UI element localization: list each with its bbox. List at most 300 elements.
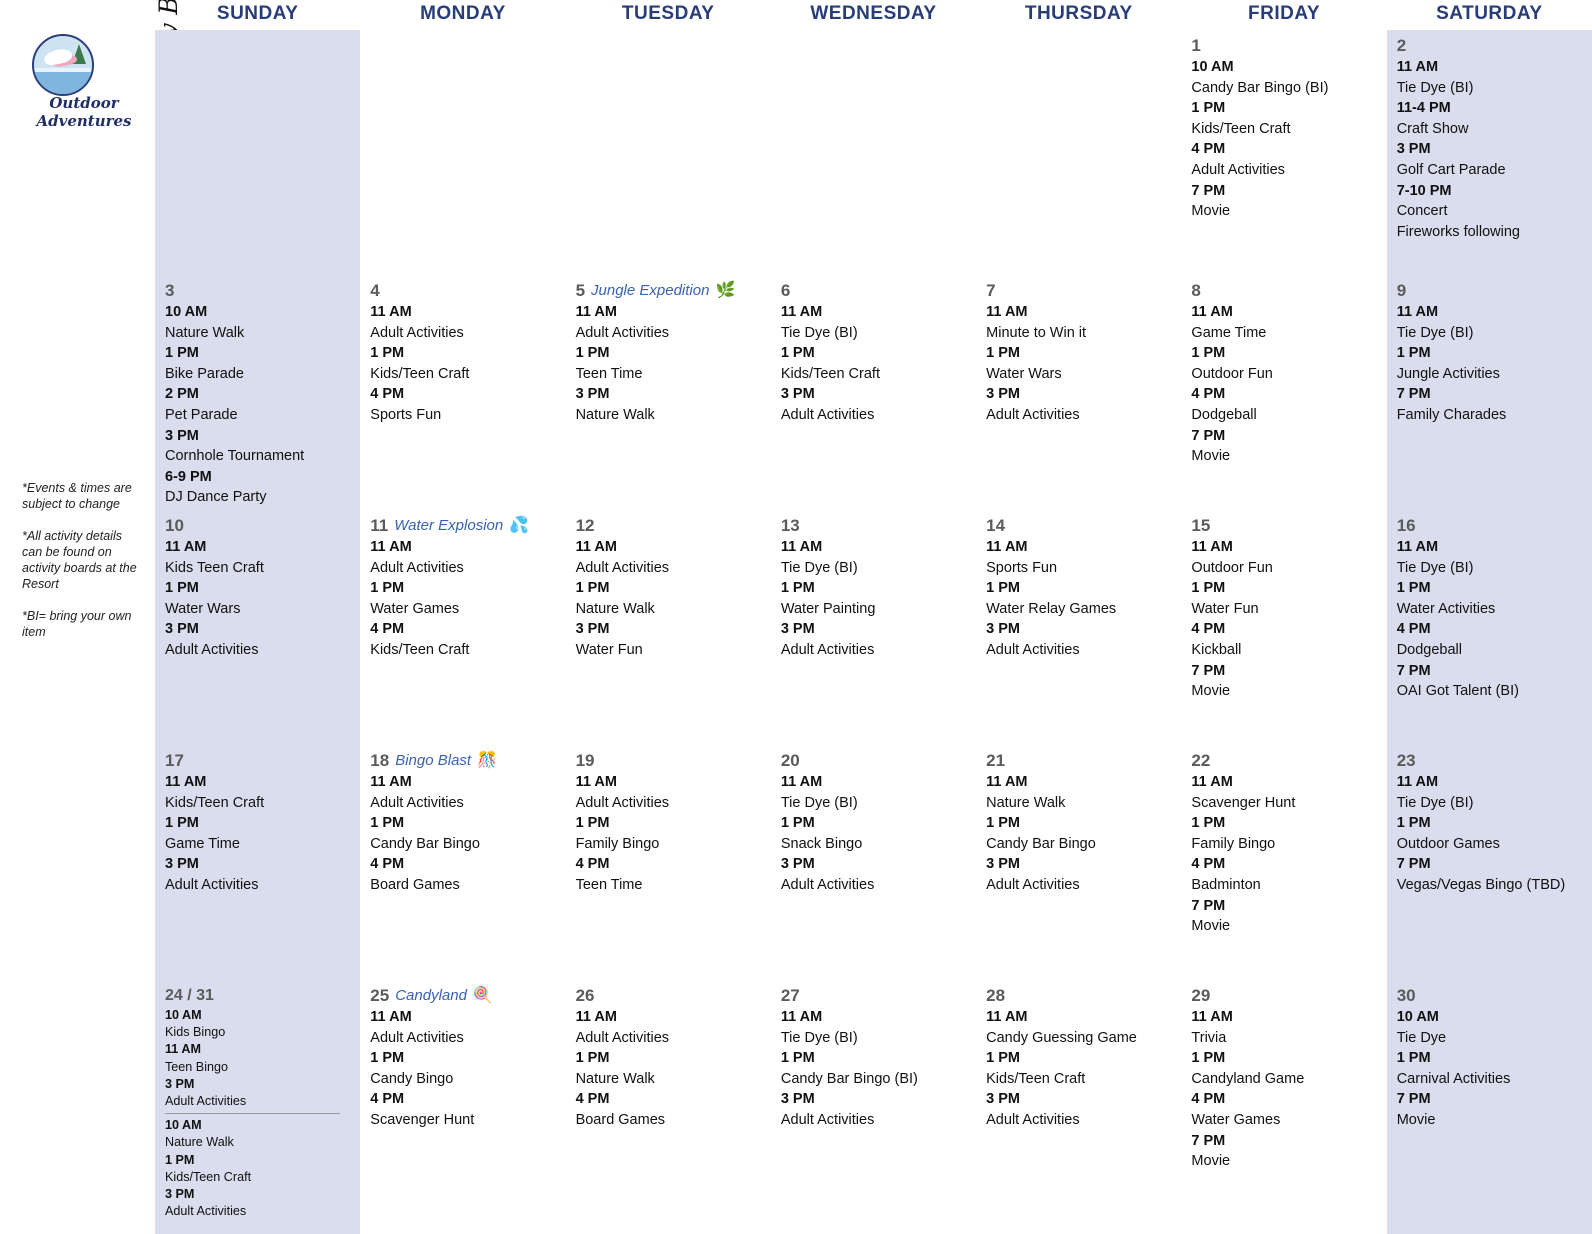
event-name: Water Activities: [1396, 600, 1496, 617]
day-number-text: 16: [1396, 516, 1416, 535]
event-time: 1 PM: [370, 580, 405, 597]
event-name: Adult Activities: [370, 1029, 464, 1046]
event-time: 10 AM: [1191, 59, 1234, 75]
event-name: Tie Dye (BI): [780, 794, 858, 811]
weekday-friday: FRIDAY: [1248, 3, 1321, 24]
event-time: 7 PM: [1396, 856, 1431, 873]
day-cell: [566, 980, 771, 1234]
event-time: 11 AM: [780, 1009, 823, 1025]
event-name: Adult Activities: [370, 794, 464, 811]
day-number: [1191, 36, 1376, 56]
day-number-text: 21: [986, 751, 1006, 770]
event-name: Movie: [1191, 683, 1231, 700]
event-name: Tie Dye (BI): [1396, 794, 1474, 811]
event-time: 1 PM: [780, 580, 815, 597]
event-time: 11 AM: [986, 1009, 1028, 1025]
event-time: 10 AM: [1396, 1009, 1439, 1025]
event-name: Nature Walk: [165, 324, 245, 341]
day-number: [986, 751, 1171, 771]
event-time: 4 PM: [370, 1091, 405, 1108]
event-name: Jungle Activities: [1396, 365, 1500, 382]
note-3: *BI= bring your own item: [22, 609, 132, 639]
event-time: 11 AM: [780, 304, 823, 320]
event-time: 1 PM: [575, 580, 610, 597]
event-time: 3 PM: [165, 1187, 195, 1202]
day-number-text: 8: [1191, 281, 1201, 300]
event-time: 7 PM: [1191, 427, 1226, 444]
event-time: 6-9 PM: [165, 468, 212, 485]
day-cell: [1387, 275, 1592, 510]
weekday-tuesday: TUESDAY: [621, 3, 715, 24]
event-name: Teen Bingo: [165, 1059, 229, 1074]
event-name: Adult Activities: [165, 1094, 247, 1109]
event-name: Candy Bar Bingo (BI): [1191, 79, 1329, 96]
event-name: DJ Dance Party: [165, 489, 267, 506]
event-name: Kids/Teen Craft: [165, 794, 265, 811]
event-name: Candy Bar Bingo: [370, 835, 480, 852]
day-number-text: 7: [986, 281, 996, 300]
event-name: Tie Dye (BI): [780, 559, 858, 576]
day-number-text: 15: [1191, 516, 1211, 535]
event-name: Movie: [1191, 1153, 1231, 1170]
event-time: 11 AM: [370, 304, 412, 320]
event-time: 1 PM: [780, 345, 815, 362]
event-time: 3 PM: [780, 621, 815, 638]
event-time: 11 AM: [370, 774, 412, 790]
day-cell: [771, 980, 976, 1234]
event-name: Concert: [1396, 203, 1448, 220]
day-number-text: 22: [1191, 751, 1211, 770]
event-time: 2 PM: [165, 386, 199, 403]
event-time: 1 PM: [986, 580, 1020, 597]
event-time: 3 PM: [780, 386, 815, 403]
event-name: Teen Time: [575, 365, 643, 382]
event-name: Tie Dye (BI): [1396, 79, 1474, 96]
event-name: Adult Activities: [780, 876, 875, 893]
event-time: 3 PM: [575, 621, 610, 638]
day-number: [1191, 281, 1376, 301]
day-cell: [1181, 30, 1386, 275]
event-time: 11 AM: [1396, 539, 1439, 555]
day-cell-empty: [771, 30, 976, 275]
event-name: Adult Activities: [165, 1204, 247, 1219]
day-number-text: 20: [780, 751, 800, 770]
day-cell: [155, 980, 360, 1234]
event-name: Water Relay Games: [986, 600, 1117, 617]
event-time: 1 PM: [575, 1050, 610, 1067]
day-theme-icon: 💦: [509, 517, 530, 534]
event-time: 4 PM: [1191, 386, 1226, 403]
event-time: 3 PM: [780, 856, 815, 873]
event-time: 10 AM: [165, 304, 208, 320]
day-cell: [566, 275, 771, 510]
event-time: 11 AM: [780, 774, 823, 790]
day-number: [1397, 281, 1582, 301]
event-time: 1 PM: [780, 1050, 815, 1067]
event-time: 3 PM: [986, 1091, 1020, 1108]
event-name: Movie: [1396, 1111, 1436, 1128]
day-cell-empty: [566, 30, 771, 275]
event-time: 1 PM: [1396, 815, 1431, 832]
event-name: Water Wars: [986, 365, 1062, 382]
event-name: Nature Walk: [575, 600, 655, 617]
event-time: 1 PM: [1191, 815, 1226, 832]
event-name: Candyland Game: [1191, 1070, 1305, 1087]
event-time: 1 PM: [165, 1152, 195, 1167]
day-number-text: 24 / 31: [165, 987, 214, 1004]
weekday-saturday: SATURDAY: [1436, 3, 1543, 24]
day-cell: [976, 980, 1181, 1234]
event-name: Water Games: [370, 600, 460, 617]
event-time: 7 PM: [1191, 1132, 1226, 1149]
day-cell: [1181, 745, 1386, 980]
day-number: [576, 751, 761, 771]
day-split-divider: [165, 1113, 340, 1114]
event-time: 11 AM: [986, 774, 1028, 790]
event-name: Craft Show: [1396, 120, 1469, 137]
event-time: 7 PM: [1396, 386, 1431, 403]
event-name: Adult Activities: [1191, 161, 1285, 178]
event-time: 3 PM: [575, 386, 610, 403]
event-name: Kids/Teen Craft: [165, 1169, 252, 1184]
day-number: [165, 516, 350, 536]
day-number-text: 17: [165, 751, 184, 770]
day-number-text: 12: [575, 516, 595, 535]
event-name: Adult Activities: [575, 794, 670, 811]
event-time: 1 PM: [986, 1050, 1020, 1067]
event-time: 11 AM: [780, 539, 823, 555]
day-theme-label: Candyland: [395, 987, 467, 1004]
event-time: 11 AM: [1191, 774, 1233, 790]
event-name: Carnival Activities: [1396, 1070, 1511, 1087]
event-name: Kids/Teen Craft: [370, 365, 470, 382]
day-number: [1191, 516, 1376, 536]
event-name: Badminton: [1191, 876, 1261, 893]
day-number: [370, 516, 555, 536]
event-name: Family Bingo: [575, 835, 660, 852]
event-name: Outdoor Fun: [1191, 365, 1273, 382]
event-time: 7 PM: [1191, 897, 1226, 914]
day-cell-empty: [155, 30, 360, 275]
event-name: OAI Got Talent (BI): [1396, 683, 1519, 700]
day-cell: [771, 745, 976, 980]
event-name: Adult Activities: [370, 559, 464, 576]
event-name: Water Wars: [165, 600, 241, 617]
event-name: Candy Bingo: [370, 1070, 454, 1087]
event-time: 1 PM: [1191, 100, 1226, 117]
event-time: 4 PM: [1191, 1091, 1226, 1108]
day-number-text: 11: [370, 516, 389, 535]
day-number: [165, 751, 350, 771]
day-cell: [155, 275, 360, 510]
event-name: Dodgeball: [1396, 641, 1463, 658]
event-time: 3 PM: [780, 1091, 815, 1108]
event-time: 1 PM: [986, 815, 1020, 832]
day-number-text: 23: [1396, 751, 1416, 770]
event-time: 11 AM: [165, 1042, 201, 1057]
event-name: Fireworks following: [1396, 223, 1520, 240]
event-name: Kids/Teen Craft: [1191, 120, 1291, 137]
day-number: [986, 281, 1171, 301]
event-time: 4 PM: [1396, 621, 1431, 638]
day-theme-icon: 🍭: [472, 987, 493, 1004]
event-name: Adult Activities: [986, 406, 1080, 423]
day-number-text: 4: [370, 281, 380, 300]
day-number: [781, 516, 966, 536]
event-time: 1 PM: [1396, 1050, 1431, 1067]
event-name: Candy Bar Bingo (BI): [780, 1070, 918, 1087]
day-number-text: 30: [1396, 986, 1416, 1005]
day-cell: [360, 275, 565, 510]
event-name: Scavenger Hunt: [1191, 794, 1296, 811]
event-name: Candy Bar Bingo: [986, 835, 1096, 852]
day-number: [165, 986, 350, 1006]
logo-tree-icon: [72, 44, 86, 64]
event-time: 11 AM: [1191, 539, 1233, 555]
day-number: [576, 516, 761, 536]
event-name: Adult Activities: [575, 1029, 670, 1046]
event-name: Adult Activities: [780, 406, 875, 423]
weekday-header-row: [0, 0, 1592, 30]
event-name: Outdoor Games: [1396, 835, 1500, 852]
day-number: [1191, 751, 1376, 771]
event-name: Tie Dye (BI): [1396, 324, 1474, 341]
day-number: [1397, 751, 1582, 771]
event-name: Adult Activities: [165, 641, 259, 658]
event-time: 4 PM: [575, 1091, 610, 1108]
event-name: Water Painting: [780, 600, 876, 617]
event-time: 11 AM: [986, 539, 1028, 555]
event-time: 11 AM: [165, 774, 207, 790]
day-cell: [771, 510, 976, 745]
day-cell: [1181, 980, 1386, 1234]
event-name: Tie Dye (BI): [1396, 559, 1474, 576]
event-time: 3 PM: [165, 427, 199, 444]
event-time: 1 PM: [370, 815, 405, 832]
event-name: Adult Activities: [986, 1111, 1080, 1128]
event-time: 11 AM: [1191, 1009, 1233, 1025]
event-time: 1 PM: [370, 345, 405, 362]
event-time: 3 PM: [165, 621, 199, 638]
event-name: Bike Parade: [165, 365, 244, 382]
event-time: 11-4 PM: [1396, 100, 1451, 117]
event-time: 11 AM: [1396, 304, 1439, 320]
sidebar-notes: [22, 480, 142, 656]
vertical-title-block: [0, 125, 155, 465]
day-number-text: 6: [780, 281, 791, 300]
event-time: 7-10 PM: [1396, 182, 1452, 199]
day-number: [781, 751, 966, 771]
event-name: Candy Guessing Game: [986, 1029, 1137, 1046]
day-number: [576, 986, 761, 1006]
day-cell-empty: [976, 30, 1181, 275]
event-time: 11 AM: [370, 1009, 412, 1025]
day-cell: [976, 275, 1181, 510]
day-number: [986, 986, 1171, 1006]
day-number: [370, 986, 555, 1006]
event-name: Golf Cart Parade: [1396, 161, 1506, 178]
event-name: Tie Dye (BI): [780, 324, 858, 341]
event-time: 1 PM: [165, 815, 199, 832]
day-number-text: 19: [575, 751, 595, 770]
calendar-grid: [155, 30, 1592, 1234]
day-theme-icon: 🎊: [477, 752, 498, 769]
event-name: Kickball: [1191, 641, 1242, 658]
event-name: Teen Time: [575, 876, 643, 893]
event-time: 4 PM: [370, 856, 405, 873]
event-name: Family Bingo: [1191, 835, 1276, 852]
event-name: Nature Walk: [165, 1135, 234, 1150]
event-time: 1 PM: [165, 345, 199, 362]
day-number: [370, 281, 555, 301]
day-number-text: 14: [986, 516, 1006, 535]
day-number-text: 28: [986, 986, 1006, 1005]
event-time: 7 PM: [1396, 1091, 1431, 1108]
day-number: [1191, 986, 1376, 1006]
day-cell: [1387, 980, 1592, 1234]
event-name: Outdoor Fun: [1191, 559, 1273, 576]
event-name: Movie: [1191, 918, 1231, 935]
event-time: 3 PM: [165, 856, 199, 873]
note-2: *All activity details can be found on activity boards at the Resort: [22, 529, 137, 591]
day-number: [576, 281, 761, 301]
event-name: Nature Walk: [986, 794, 1066, 811]
weekday-sunday: SUNDAY: [216, 3, 299, 24]
event-name: Movie: [1191, 203, 1231, 220]
event-name: Pet Parade: [165, 406, 238, 423]
event-name: Adult Activities: [575, 324, 670, 341]
logo-emblem-icon: [32, 34, 94, 96]
event-name: Movie: [1191, 448, 1231, 465]
day-cell: [1387, 745, 1592, 980]
day-number: [986, 516, 1171, 536]
event-time: 4 PM: [1191, 141, 1226, 158]
event-name: Sports Fun: [986, 559, 1058, 576]
day-number: [781, 281, 966, 301]
event-name: Adult Activities: [780, 1111, 875, 1128]
event-time: 4 PM: [370, 386, 405, 403]
event-time: 1 PM: [575, 815, 610, 832]
event-time: 11 AM: [575, 539, 617, 555]
day-number-text: 5: [575, 281, 586, 300]
event-time: 1 PM: [165, 580, 199, 597]
day-number: [1397, 986, 1582, 1006]
event-name: Trivia: [1191, 1029, 1227, 1046]
event-time: 3 PM: [986, 621, 1020, 638]
note-1: *Events & times are subject to change: [22, 481, 132, 511]
day-number-text: 29: [1191, 986, 1211, 1005]
day-number-text: 10: [165, 516, 184, 535]
event-name: Water Games: [1191, 1111, 1281, 1128]
event-time: 10 AM: [165, 1008, 202, 1022]
event-time: 11 AM: [1191, 304, 1233, 320]
sidebar: [0, 30, 155, 1234]
weekday-thursday: THURSDAY: [1024, 3, 1133, 24]
event-name: Nature Walk: [575, 406, 655, 423]
event-name: Board Games: [370, 876, 460, 893]
day-theme-label: Jungle Expedition: [591, 282, 710, 299]
event-time: 1 PM: [370, 1050, 405, 1067]
day-number-text: 13: [780, 516, 800, 535]
event-name: Family Charades: [1396, 406, 1507, 423]
event-name: Adult Activities: [370, 324, 464, 341]
event-time: 1 PM: [1191, 345, 1226, 362]
event-name: Tie Dye: [1396, 1029, 1447, 1046]
day-cell: [566, 510, 771, 745]
day-cell: [976, 745, 1181, 980]
event-name: Adult Activities: [986, 641, 1080, 658]
day-number-text: 3: [165, 281, 175, 300]
event-time: 10 AM: [165, 1118, 202, 1133]
day-cell: [1181, 510, 1386, 745]
event-time: 4 PM: [370, 621, 405, 638]
event-time: 1 PM: [986, 345, 1020, 362]
event-name: Nature Walk: [575, 1070, 655, 1087]
day-number-text: 2: [1396, 36, 1407, 55]
event-name: Kids/Teen Craft: [370, 641, 470, 658]
event-name: Dodgeball: [1191, 406, 1257, 423]
day-number: [781, 986, 966, 1006]
event-name: Kids Bingo: [165, 1025, 226, 1040]
logo-bird-icon: [43, 47, 73, 67]
event-time: 1 PM: [575, 345, 610, 362]
day-number-text: 18: [370, 751, 390, 770]
day-cell: [360, 745, 565, 980]
event-name: Minute to Win it: [986, 324, 1087, 341]
event-name: Adult Activities: [986, 876, 1080, 893]
day-theme-icon: 🌿: [715, 282, 736, 299]
event-name: Kids/Teen Craft: [986, 1070, 1086, 1087]
event-time: 11 AM: [575, 304, 617, 320]
day-number-text: 25: [370, 986, 390, 1005]
event-time: 1 PM: [1396, 345, 1431, 362]
event-time: 3 PM: [1396, 141, 1431, 158]
day-number-text: 9: [1396, 281, 1407, 300]
event-time: 4 PM: [1191, 856, 1226, 873]
event-name: Water Fun: [575, 641, 643, 658]
logo-text: Outdoor Adventures: [36, 94, 132, 130]
day-cell: [1387, 510, 1592, 745]
event-name: Tie Dye (BI): [780, 1029, 858, 1046]
event-time: 1 PM: [1191, 580, 1226, 597]
day-cell: [360, 980, 565, 1234]
event-time: 7 PM: [1191, 182, 1226, 199]
day-number: [370, 751, 555, 771]
weekday-monday: MONDAY: [420, 3, 506, 24]
day-number-text: 1: [1191, 36, 1201, 55]
event-time: 11 AM: [1396, 59, 1439, 75]
event-name: Board Games: [575, 1111, 666, 1128]
weekday-wednesday: WEDNESDAY: [810, 3, 937, 24]
day-number: [1397, 516, 1582, 536]
day-theme-label: Water Explosion: [394, 517, 504, 534]
event-name: Kids/Teen Craft: [780, 365, 880, 382]
event-time: 3 PM: [986, 386, 1020, 403]
event-name: Game Time: [165, 835, 240, 852]
event-name: Snack Bingo: [780, 835, 863, 852]
event-name: Adult Activities: [165, 876, 259, 893]
event-name: Adult Activities: [780, 641, 875, 658]
day-theme-label: Bingo Blast: [395, 752, 472, 769]
day-cell: [1387, 30, 1592, 275]
event-time: 7 PM: [1396, 662, 1431, 679]
event-time: 11 AM: [986, 304, 1028, 320]
event-name: Adult Activities: [575, 559, 670, 576]
logo-water-shape: [34, 72, 94, 94]
day-cell: [771, 275, 976, 510]
event-name: Game Time: [1191, 324, 1267, 341]
event-time: 11 AM: [165, 539, 207, 555]
